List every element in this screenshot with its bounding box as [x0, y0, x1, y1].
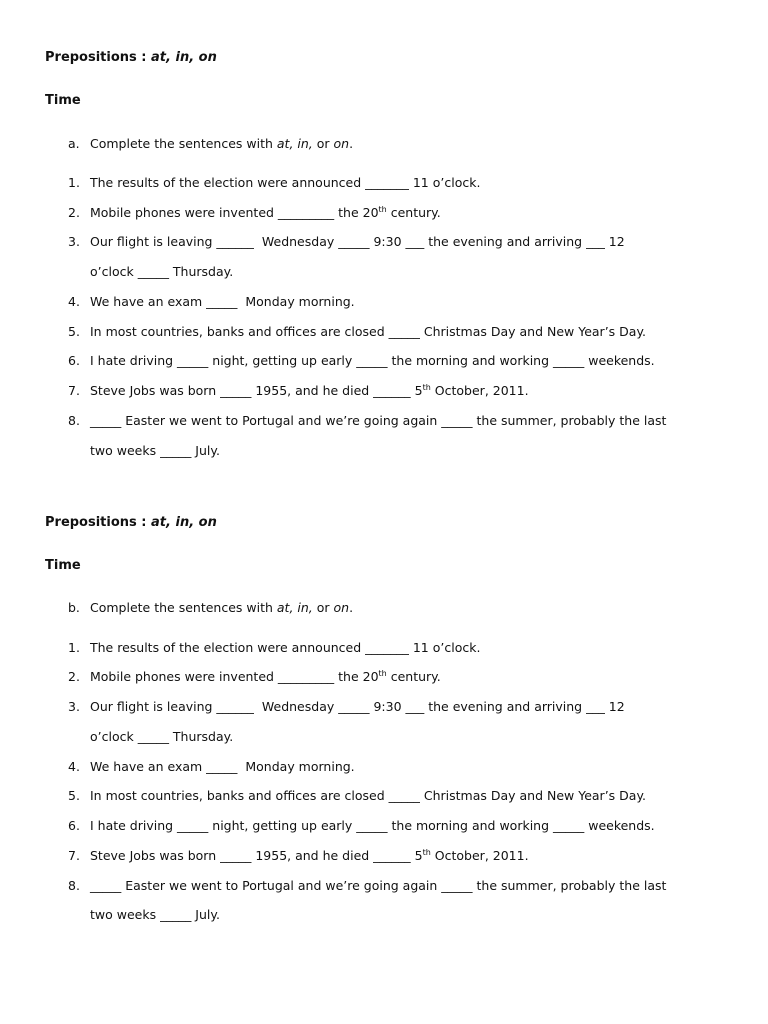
question-number: 5. [68, 324, 80, 339]
instruction-or: or [312, 600, 334, 615]
question-item [68, 324, 646, 339]
question-item [68, 818, 655, 833]
instruction-text: Complete the sentences with [90, 600, 277, 615]
question-text: We have an exam _____ Monday morning. [90, 294, 355, 309]
question-item [68, 878, 666, 893]
instruction-text: Complete the sentences with [90, 136, 277, 151]
instruction-word-last: on [333, 600, 350, 615]
section-heading [45, 50, 217, 65]
question-item [68, 294, 355, 309]
question-number: 6. [68, 818, 80, 833]
question-number: 5. [68, 788, 80, 803]
question-text: I hate driving _____ night, getting up early _____ the morning and working _____ weekends. [90, 353, 655, 368]
question-number: 6. [68, 353, 80, 368]
question-item [68, 669, 441, 684]
question-text: Mobile phones were invented _________ the 20 [90, 205, 379, 220]
question-number: 1. [68, 175, 80, 190]
question-text: I hate driving _____ night, getting up early _____ the morning and working _____ weekends. [90, 818, 655, 833]
question-text: Our flight is leaving ______ Wednesday _____ 9:30 ___ the evening and arriving ___ 12 [90, 234, 625, 249]
instruction-word-last: on [333, 136, 350, 151]
question-number: 4. [68, 759, 80, 774]
question-item [68, 640, 480, 655]
heading-prepositions: at, in, on [151, 50, 217, 65]
superscript: th [378, 204, 387, 214]
question-number: 3. [68, 699, 80, 714]
question-text: We have an exam _____ Monday morning. [90, 759, 355, 774]
instruction-end: . [349, 600, 354, 615]
question-continuation: o’clock _____ Thursday. [90, 729, 234, 744]
superscript: th [378, 668, 387, 678]
question-number: 8. [68, 878, 80, 893]
instruction-or: or [312, 136, 334, 151]
question-continuation: two weeks _____ July. [90, 443, 220, 458]
instruction [68, 136, 353, 151]
question-continuation: o’clock _____ Thursday. [90, 264, 234, 279]
question-item [68, 759, 355, 774]
question-text: In most countries, banks and offices are closed _____ Christmas Day and New Year’s Day. [90, 324, 647, 339]
question-number: 2. [68, 205, 80, 220]
question-text: October, 2011. [430, 848, 529, 863]
question-item [68, 848, 529, 863]
question-number: 1. [68, 640, 80, 655]
question-continuation: two weeks _____ July. [90, 907, 220, 922]
question-text: The results of the election were announced _______ 11 o’clock. [90, 175, 481, 190]
time-label: Time [45, 558, 81, 573]
superscript: th [422, 382, 431, 392]
question-number: 2. [68, 669, 80, 684]
question-number: 7. [68, 383, 80, 398]
question-text: Our flight is leaving ______ Wednesday _____ 9:30 ___ the evening and arriving ___ 12 [90, 699, 625, 714]
question-text: In most countries, banks and offices are closed _____ Christmas Day and New Year’s Day. [90, 788, 647, 803]
instruction-letter: a. [68, 136, 80, 151]
question-text: _____ Easter we went to Portugal and we’re going again _____ the summer, probably the last [90, 413, 667, 428]
instruction-end: . [349, 136, 354, 151]
question-text: Steve Jobs was born _____ 1955, and he died ______ 5 [90, 848, 423, 863]
heading-prepositions: at, in, on [151, 515, 217, 530]
question-text: The results of the election were announced _______ 11 o’clock. [90, 640, 481, 655]
question-text: _____ Easter we went to Portugal and we’re going again _____ the summer, probably the last [90, 878, 667, 893]
question-item [68, 234, 625, 249]
question-item [68, 205, 441, 220]
instruction-words: at, in, [276, 600, 313, 615]
question-text: century. [386, 669, 441, 684]
question-number: 7. [68, 848, 80, 863]
question-item [68, 413, 666, 428]
question-item [68, 788, 646, 803]
question-number: 3. [68, 234, 80, 249]
superscript: th [422, 847, 431, 857]
question-text: century. [386, 205, 441, 220]
question-item [68, 353, 655, 368]
time-label: Time [45, 93, 81, 108]
question-number: 4. [68, 294, 80, 309]
question-item [68, 175, 480, 190]
instruction-words: at, in, [276, 136, 313, 151]
question-text: Steve Jobs was born _____ 1955, and he died ______ 5 [90, 383, 423, 398]
question-item [68, 699, 625, 714]
question-item [68, 383, 529, 398]
instruction [68, 600, 353, 615]
question-text: October, 2011. [430, 383, 529, 398]
question-text: Mobile phones were invented _________ the 20 [90, 669, 379, 684]
heading-prefix: Prepositions : [45, 515, 152, 530]
section-heading [45, 515, 217, 530]
instruction-letter: b. [68, 600, 80, 615]
question-number: 8. [68, 413, 80, 428]
heading-prefix: Prepositions : [45, 50, 152, 65]
